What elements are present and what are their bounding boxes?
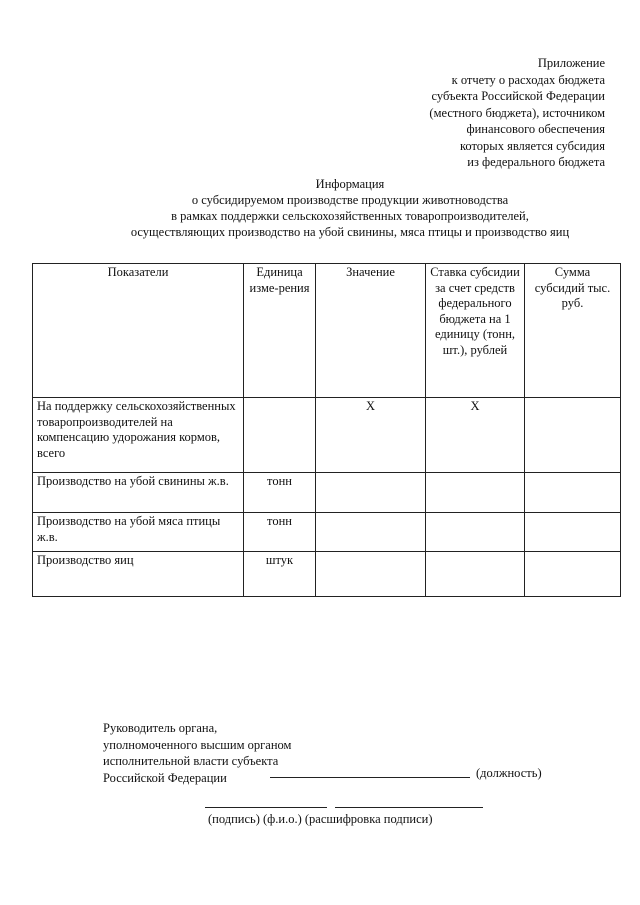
position-label: (должность): [476, 766, 542, 780]
cell-sum: [525, 552, 621, 597]
heading-line: о субсидируемом производстве продукции животноводства: [191, 193, 509, 207]
header-value: Значение: [316, 264, 426, 398]
document-heading: [60, 176, 640, 240]
header-indicators: Показатели: [33, 264, 244, 398]
cell-unit: тонн: [244, 473, 316, 513]
table-row: [33, 398, 621, 473]
cell-rate: [426, 513, 525, 552]
header-rate: Ставка субсидии за счет средств федерального бюджета на 1 единицу (тонн, шт.), рублей: [426, 264, 525, 398]
subsidy-table: [32, 263, 621, 597]
cell-indicator: Производство на убой мяса птицы ж.в.: [33, 513, 244, 552]
annex-line: которых является субсидия: [459, 138, 605, 153]
heading-title: Информация: [315, 177, 385, 191]
signature-line: Руководитель органа,: [103, 721, 218, 735]
cell-value: X: [316, 398, 426, 473]
cell-unit: тонн: [244, 513, 316, 552]
cell-rate: [426, 552, 525, 597]
heading-line: осуществляющих производство на убой свинины, мяса птицы и производство яиц: [130, 225, 570, 239]
signature-line: Российской Федерации: [103, 770, 227, 785]
cell-sum: [525, 398, 621, 473]
signature-blank-line: [205, 807, 327, 808]
signature-caption: (подпись) (ф.и.о.) (расшифровка подписи): [208, 812, 433, 826]
cell-value: [316, 473, 426, 513]
cell-value: [316, 513, 426, 552]
table-row: [33, 473, 621, 513]
annex-line: к отчету о расходах бюджета: [451, 72, 605, 87]
heading-line: в рамках поддержки сельскохозяйственных товаропроизводителей,: [171, 209, 529, 223]
cell-rate: X: [426, 398, 525, 473]
signature-decoding-blank-line: [335, 807, 483, 808]
cell-indicator: Производство яиц: [33, 552, 244, 597]
signature-block: [103, 720, 291, 786]
cell-unit: [244, 398, 316, 473]
cell-indicator: Производство на убой свинины ж.в.: [33, 473, 244, 513]
header-unit: Единица изме-рения: [244, 264, 316, 398]
cell-sum: [525, 473, 621, 513]
header-sum: Сумма субсидий тыс. руб.: [525, 264, 621, 398]
signature-line: уполномоченного высшим органом: [103, 737, 292, 752]
annex-line: Приложение: [537, 56, 605, 70]
position-blank-line: [270, 777, 470, 778]
annex-block: [365, 55, 605, 171]
annex-line: субъекта Российской Федерации: [431, 89, 605, 103]
annex-line: финансового обеспечения: [466, 122, 605, 136]
annex-line: (местного бюджета), источником: [429, 105, 605, 120]
table-header-row: [33, 264, 621, 398]
signature-line: исполнительной власти субъекта: [103, 754, 279, 768]
annex-line: из федерального бюджета: [467, 155, 605, 169]
cell-value: [316, 552, 426, 597]
cell-sum: [525, 513, 621, 552]
cell-unit: штук: [244, 552, 316, 597]
table-row: [33, 552, 621, 597]
cell-rate: [426, 473, 525, 513]
table-row: [33, 513, 621, 552]
cell-indicator: На поддержку сельскохозяйственных товаропроизводителей на компенсацию удорожания кормов, всего: [33, 398, 244, 473]
